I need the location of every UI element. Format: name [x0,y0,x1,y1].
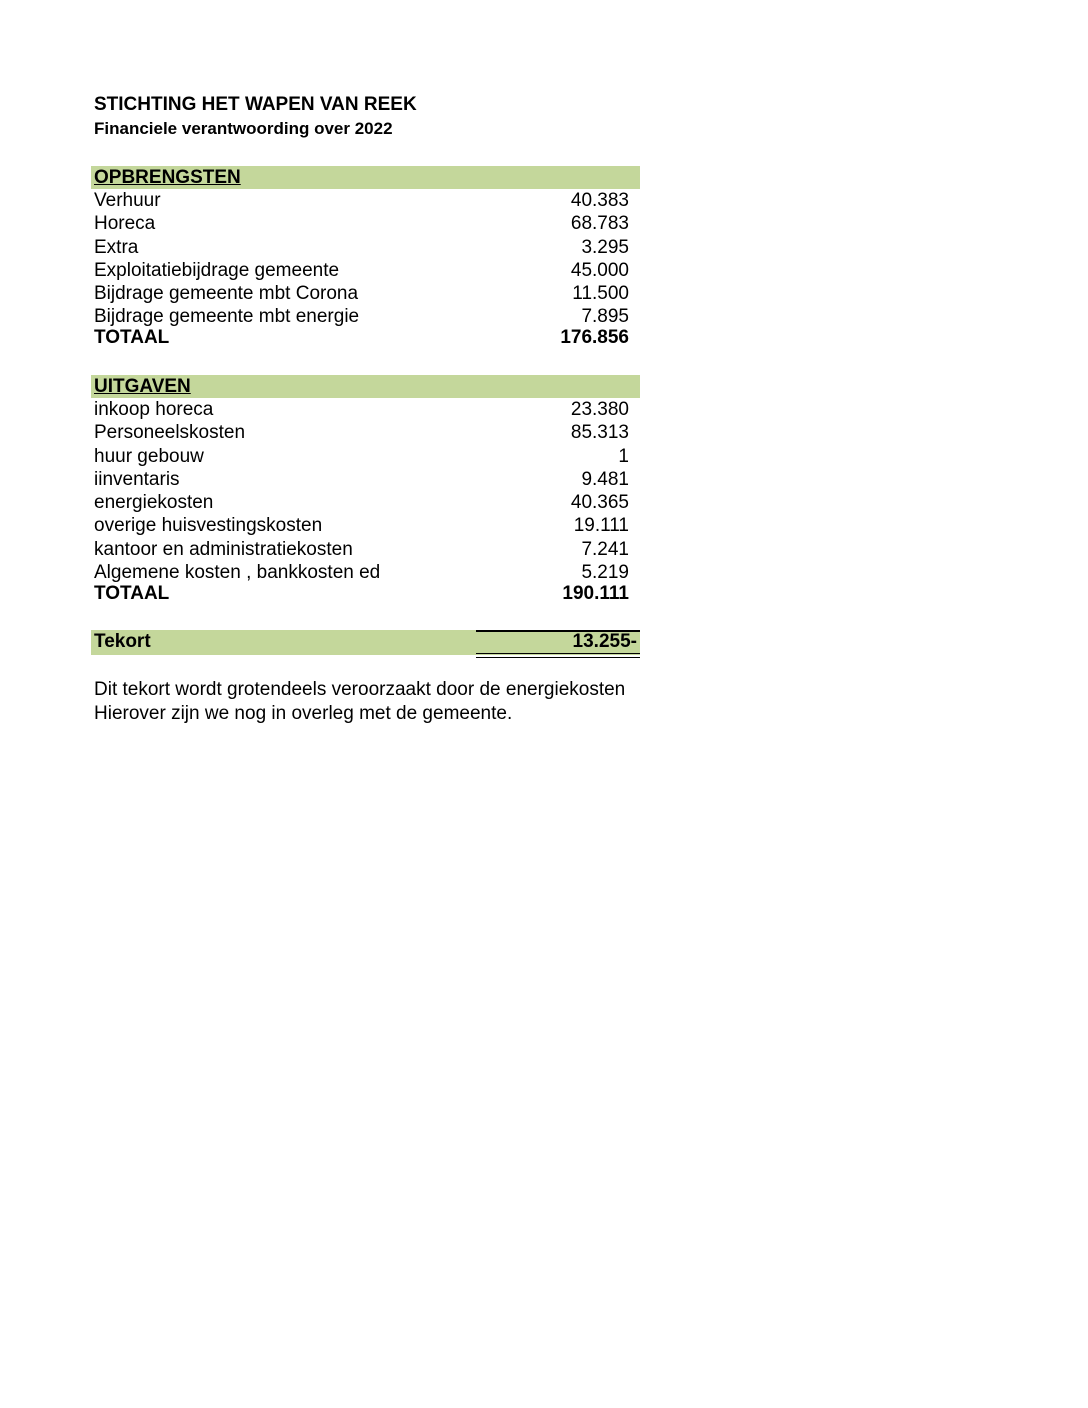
opbrengsten-row [94,189,629,212]
opbrengsten-row [94,282,629,305]
uitgaven-list [94,398,629,584]
uitgaven-total-row [94,583,629,605]
opbrengsten-header-band [91,166,640,189]
row-label: inkoop horeca [94,399,214,420]
row-label: Horeca [94,213,156,235]
uitgaven-row [94,514,629,537]
uitgaven-row [94,421,629,444]
opbrengsten-row [94,212,629,235]
uitgaven-row [94,538,629,561]
row-value: 85.313 [570,422,629,444]
row-value: 1 [618,445,629,467]
tekort-band [91,630,640,655]
row-label: Bijdrage gemeente mbt Corona [94,283,359,305]
opbrengsten-row [94,259,629,282]
uitgaven-row [94,468,629,491]
opbrengsten-heading: OPBRENGSTEN [94,167,241,188]
row-value: 7.241 [581,538,629,560]
row-value: 19.111 [573,515,629,537]
row-value: 3.295 [581,236,629,258]
tekort-value: 13.255- [572,631,637,652]
row-value: 45.000 [570,259,629,281]
row-label: kantoor en administratiekosten [94,538,353,560]
row-value: 40.365 [570,492,629,514]
row-value: 11.500 [572,283,629,305]
row-label: energiekosten [94,492,214,514]
tekort-label: Tekort [94,631,151,652]
uitgaven-row [94,445,629,468]
row-label: Bijdrage gemeente mbt energie [94,306,360,328]
note-line-1: Dit tekort wordt grotendeels veroorzaakt door de energiekosten [94,679,626,700]
opbrengsten-row [94,236,629,259]
uitgaven-row [94,398,629,421]
uitgaven-row [94,561,629,584]
uitgaven-total-label: TOTAAL [94,583,170,604]
row-label: Algemene kosten , bankkosten ed [94,562,381,584]
row-value: 7.895 [581,306,629,328]
opbrengsten-row [94,305,629,328]
uitgaven-header-band [91,375,640,398]
row-label: huur gebouw [94,445,204,467]
uitgaven-total-value: 190.111 [562,583,629,604]
row-label: Personeelskosten [94,422,246,444]
row-value: 9.481 [581,468,629,490]
opbrengsten-list [94,189,629,329]
tekort-top-border [476,630,640,632]
row-value: 68.783 [570,213,629,235]
document-subtitle: Financiele verantwoording over 2022 [94,119,393,138]
opbrengsten-total-row [94,327,629,349]
document-title: STICHTING HET WAPEN VAN REEK [94,94,417,115]
row-label: Verhuur [94,190,161,211]
row-label: iinventaris [94,468,180,490]
row-value: 5.219 [581,562,629,584]
tekort-double-underline-bottom [476,657,640,658]
row-value: 23.380 [570,399,629,420]
opbrengsten-total-label: TOTAAL [94,327,170,348]
tekort-double-underline-top [476,653,640,654]
row-label: Exploitatiebijdrage gemeente [94,259,340,281]
uitgaven-heading: UITGAVEN [94,376,191,397]
uitgaven-row [94,491,629,514]
row-label: overige huisvestingskosten [94,515,323,537]
row-value: 40.383 [570,190,629,211]
note-line-2: Hierover zijn we nog in overleg met de gemeente. [94,703,513,724]
opbrengsten-total-value: 176.856 [560,327,629,348]
row-label: Extra [94,236,139,258]
